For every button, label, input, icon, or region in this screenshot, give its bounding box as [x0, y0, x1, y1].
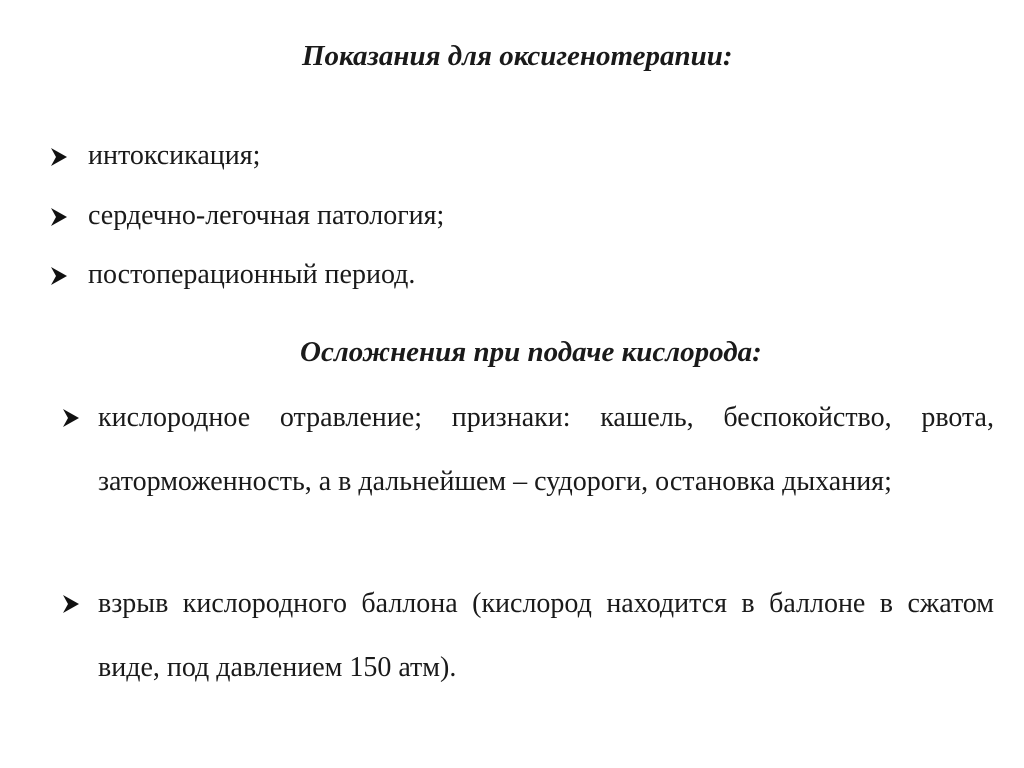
complication-item: взрыв кислородного баллона (кислород находится в баллоне в сжатом виде, под давлением 150 атм). — [98, 588, 994, 683]
arrow-bullet-icon — [60, 407, 82, 429]
arrow-bullet-icon — [60, 593, 82, 615]
arrow-bullet-icon — [48, 146, 70, 168]
complication-item: кислородное отравление; признаки: кашель, беспокойство, рвота, заторможенность, а в дальнейшем – судороги, остановка дыхания; — [98, 402, 994, 497]
complications-title: Осложнения при подаче кислорода: — [300, 336, 762, 368]
arrow-bullet-icon — [48, 206, 70, 228]
indications-title: Показания для оксигенотерапии: — [302, 40, 733, 72]
indication-item: постоперационный период. — [88, 259, 416, 290]
indication-item: интоксикация; — [88, 140, 261, 171]
indication-item: сердечно-легочная патология; — [88, 200, 445, 231]
arrow-bullet-icon — [48, 265, 70, 287]
